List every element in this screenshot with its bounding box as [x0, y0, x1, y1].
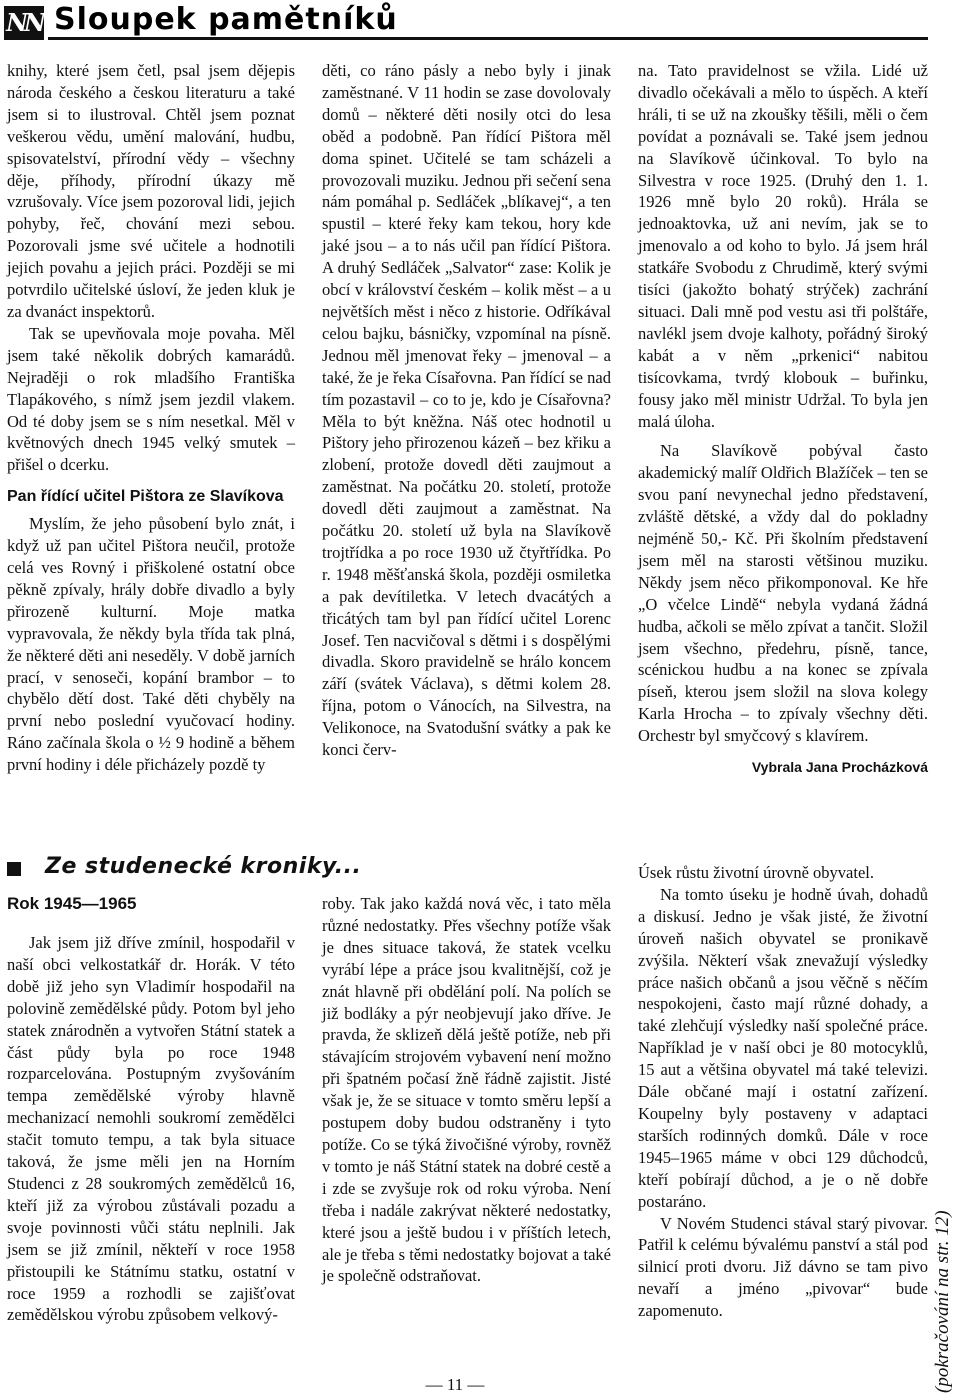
- article1-column-2: [322, 60, 611, 761]
- paragraph: Jak jsem již dříve zmínil, hospodařil v naší obci velkostatkář dr. Horák. V této době již jeho syn Vladimír hospodařil na polovině zemědělské půdy. Potom byl jeho statek znárodněn a vytvořen Státní statek a část půdy byla po roce 1948 rozparcelována. Postupným zvyšováním tempa zemědělské výroby hlavně mechanizací nemohli soukromí zemědělci stačit tomuto tempu, a tak byla situace taková, že jsme měli jen na Horním Studenci z 28 soukromých zemědělců 16, kteří již za výrobou zůstávali pozadu a svoje povinnosti vůči státu neplnili. Jak jsem se již zmínil, někteří v roce 1958 přistoupili ke Státnímu statku, ostatní v roce 1959 a rozhodli se zajišťovat zemědělskou výrobu způsobem velkový-: [7, 933, 295, 1325]
- column-title: Sloupek pamětníků: [54, 2, 398, 37]
- paragraph: Úsek růstu životní úrovně obyvatel.: [638, 863, 874, 882]
- section-square-icon: [7, 862, 21, 876]
- header-rule: [48, 37, 928, 40]
- paragraph: děti, co ráno pásly a nebo byly i jinak zaměstnané. V 11 hodin se zase dovolovaly domů – některé děti nosily otci do lesa oběd a podobně. Pan řídící Pištora měl doma spinet. Učitelé se tam scházeli a provozovali muziku. Jednou při sečení sena nám pomáhal p. Sedláček „blíkavej“, a ten spustil – které řeky kam tekou, hory kde jaké jsou – a to nás učil pan řídící Pištora. A druhý Sedláček „Salvator“ zase: Kolik je obcí v království českém – kolik měst – a u největších měst i něco z historie. Odříkával celou bajku, básničky, vzpomínal na písně. Jednou měl jmenovat řeky – jmenoval – a také, že je řeka Císařovna. Pan řídící se nad tím pozastavil – co to je, kdo je Císařovna? Měla to být kněžna. Náš otec hodnotil u Pištory jeho přirozenou kázeň – bez křiku a zlobení, protože dovedl děti zaujmout a zaměstnat. Na počátku 20. století, protože dovedl děti zaujmout a zaměstnat. Na počátku 20. století už byla na Slavíkově trojtřídka a po roce 1930 už čtyřtřídka. Po r. 1948 měšťanská škola, později osmiletka a pak devítiletka. V letech dvacátých a třicátých tam byl pan řídící učitel Lorenc Josef. Ten nacvičoval s dětmi i s dospělými divadla. Skoro pravidelně se hrálo koncem září (svátek Václava), s dětmi kolem 28. října, potom o Vánocích, na Silvestra, na Velikonoce, na Svatodušní svátky a pak ke konci červ-: [322, 61, 611, 760]
- page-header: [0, 0, 960, 44]
- paragraph: na. Tato pravidelnost se vžila. Lidé už divadlo očekávali a mělo to úspěch. A kteří hráli, ti se už na zkoušky těšili, měli o čem povídat a poznávali se. Také jsem jednou na Slavíkově účinkoval. To bylo na Silvestra v roce 1925. (Druhý den 1. 1. 1926 mně bylo 20 roků). Hrála se jednoaktovka, už ani nevím, jak se to jmenovalo a od koho to bylo. Já jsem hrál statkáře Svobodu z Chrudimě, který svými tisíci (jakožto bohatý strýček) zachrání situaci. Dali mně pod vestu asi tři polštáře, navlékl jsem dvoje kalhoty, pořádný široký kabát a v něm „prkenici“ nabitou tisícovkama, tvrdý klobouk – buřinku, fousy jako měl ministr Udržal. To byla jen malá úloha.: [638, 61, 928, 431]
- paragraph: Tak se upevňovala moje povaha. Měl jsem také několik dobrých kamarádů. Nejraději o rok mladšího Františka Tlapákového, s nímž jsem jezdil vlakem. Od té doby jsem se s ním nesetkal. Měl v květnových dnech 1945 velký smutek – přišel o dcerku.: [7, 323, 295, 475]
- article2-column-1: [7, 932, 295, 1326]
- article1-column-3: [638, 60, 928, 779]
- paragraph: Na tomto úseku je hodně úvah, dohadů a diskusí. Jedno je však jisté, že životní úroveň našich obyvatel se pronikavě zvýšila. Některí však znevažují výsledky práce našich občanů a jsou věčně s něčím nespokojeni, často mají různé dohady, a také zlehčují výsledky naší společné práce. Například je v naší obci je 80 motocyklů, 15 aut a většina obyvatel má také televizi. Dále občané mají i ostatní zařízení. Koupelny byly postaveny v adaptaci starších rodinných domků. Dále v roce 1945–1965 máme v obci 129 důchodců, kteří pobírají důchod, a je o ně dobře postaráno.: [638, 884, 928, 1211]
- paragraph: knihy, které jsem četl, psal jsem dějepis národa českého a českou literaturu a také jsem si to ilustroval. Chtěl jsem poznat veškerou vědu, umění malování, hudbu, spisovatelství, přírodní vědy – všechny děje, příhody, přírodní úkazy mě vzrušovaly. Více jsem pozoroval lidi, jejich pohyby, řeč, chování mezi sebou. Pozorovali jsme své učitele a hodnotili jejich povahu a jejich práci. Později se mi potvrdilo učitelské úsloví, že jeden kluk je za dvanáct inspektorů.: [7, 61, 295, 321]
- paragraph: V Novém Studenci stával starý pivovar. Patřil k celému bývalému panství a stál pod silnicí proti dvoru. Již dávno se tam pivo nevaří a jméno „pivovar“ bude zapomenuto.: [638, 1213, 928, 1321]
- page-number: — 11 —: [425, 1375, 485, 1394]
- section-header: [7, 854, 607, 886]
- signature: Vybrala Jana Procházková: [751, 759, 928, 776]
- article2-column-3: [638, 862, 928, 1322]
- paragraph: roby. Tak jako každá nová věc, i tato měla různé nedostatky. Přes všechny potíže však je dnes situace taková, že statek vcelku vyrábí lépe a práce jsou kvalitnější, což je znát hlavně při obdělání polí. Na polích se již bodláky a pýr neobjevují jako dříve. Je pravda, že sklizeň dělá ještě potíže, neb při stávajícím strojovém vybavení není možno při špatném počasí žně řádně zajistit. Jisté však je, že se situace v tomto směru lepší a postupem doby budou odstraněny i tyto potíže. Co se týká živočišné výroby, rovněž v tomto je náš Státní statek na dobré cestě a i zde se zvyšuje rok od roku výroba. Není třeba i nadále zakrývat některé nedostatky, které jsou a ještě budou i v příštích letech, ale je třeba s těmi nedostatky bojovat a také je společně odstraňovat.: [322, 894, 611, 1286]
- paragraph: Myslím, že jeho působení bylo znát, i když už pan učitel Pištora neučil, protože celá ves Rovný i přiškolené ostatní obce pěkně zpívaly, hrály dobře divadlo a byly přirozeně kulturní. Moje matka vypravovala, že někdy byla třída tak plná, že některé děti ani neseděly. V době jarních prací, v senoseči, kopání brambor – to chybělo dětí dost. Také děti chyběly na první nebo poslední vyučovací hodiny. Ráno začínala škola o ½ 9 hodině a během první hodiny i déle přicházely pozdě ty: [7, 514, 295, 775]
- article2-heading: Rok 1945—1965: [7, 894, 137, 913]
- section-title: Ze studenecké kroniky...: [45, 854, 362, 879]
- article2-column-2: [322, 893, 611, 1287]
- continuation-note: (pokračování na str. 12): [932, 1210, 953, 1393]
- article1-column-1: [7, 60, 295, 776]
- subheading: Pan řídící učitel Pištora ze Slavíkova: [7, 488, 284, 506]
- paragraph: Na Slavíkově pobýval často akademický malíř Oldřich Blažíček – ten se svou paní nevynechal jedno představení, zvláště dětské, a vždy dal do pokladny nejméně 50,- Kč. Při školním představení jsem měl na starosti většinou muziku. Někdy jsem něco přikomponoval. Ke hře „O včelce Lindě“ nebyla vydaná žádná hudba, ačkoli se mělo zpívat a tančit. Složil jsem všechno, předehru, písně, tance, scénickou hudbu a na konec se zpívala píseň, kterou jsem složil na slova kolegy Karla Hrocha – to zpívaly všechny děti. Orchestr byl smyčcový s klavírem.: [638, 441, 928, 746]
- masthead-logo: NN: [4, 6, 44, 40]
